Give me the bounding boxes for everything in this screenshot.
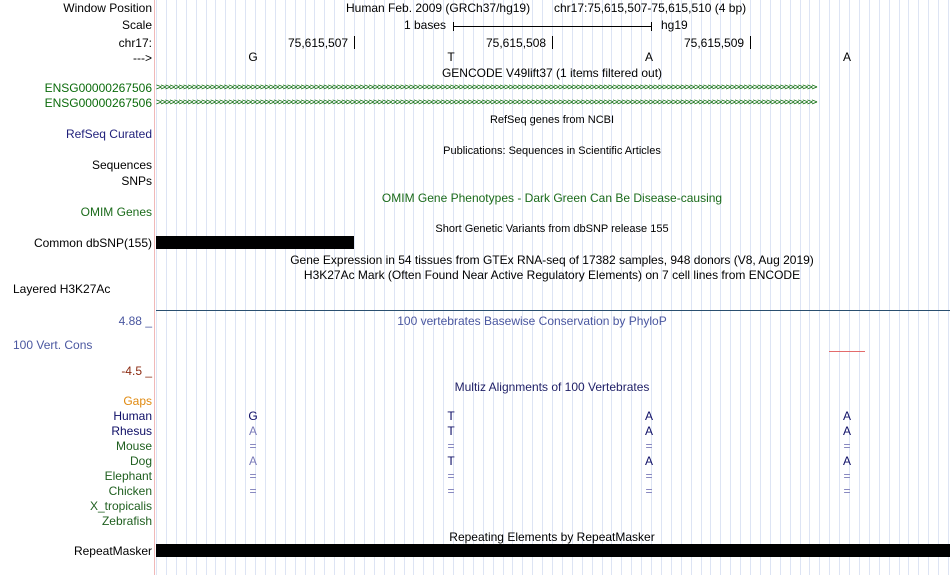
alignment-base: A bbox=[842, 409, 851, 423]
coord-tick-1 bbox=[354, 36, 355, 49]
publications-track-title[interactable]: Publications: Sequences in Scientific Articles bbox=[443, 145, 661, 157]
alignment-base: = bbox=[249, 439, 257, 453]
alignment-base: = bbox=[645, 469, 653, 483]
coord-tick-3 bbox=[750, 36, 751, 49]
species-label-rhesus[interactable]: Rhesus bbox=[111, 424, 152, 438]
ref-base-3: A bbox=[644, 50, 653, 64]
scale-db: hg19 bbox=[661, 18, 688, 32]
multiz-track-title[interactable]: Multiz Alignments of 100 Vertebrates bbox=[454, 380, 650, 394]
label-divider bbox=[154, 0, 155, 575]
alignment-base: T bbox=[447, 454, 455, 468]
species-label-elephant[interactable]: Elephant bbox=[104, 469, 152, 483]
dbsnp-variant-bar[interactable] bbox=[156, 236, 354, 249]
alignment-base: A bbox=[644, 409, 653, 423]
ref-base-4: A bbox=[842, 50, 851, 64]
alignment-base: G bbox=[248, 409, 258, 423]
strand-label: ---> bbox=[133, 51, 152, 65]
phylop-track-label[interactable]: 100 Vert. Cons bbox=[13, 338, 93, 352]
gtex-track-title[interactable]: Gene Expression in 54 tissues from GTEx RNA-seq of 17382 samples, 948 donors (V8, Aug 2019) bbox=[290, 253, 814, 267]
dbsnp-track-label[interactable]: Common dbSNP(155) bbox=[33, 236, 152, 250]
omim-track-title[interactable]: OMIM Gene Phenotypes - Dark Green Can Be Disease-causing bbox=[381, 191, 723, 205]
phylop-signal bbox=[829, 351, 865, 352]
dbsnp-track-title[interactable]: Short Genetic Variants from dbSNP release 155 bbox=[435, 223, 669, 235]
alignment-base: = bbox=[447, 439, 455, 453]
h3k27ac-baseline bbox=[156, 310, 950, 311]
coord-1: 75,615,507 bbox=[288, 36, 349, 50]
alignment-base: = bbox=[645, 484, 653, 498]
alignment-base: A bbox=[644, 454, 653, 468]
species-label-human[interactable]: Human bbox=[113, 409, 152, 423]
alignment-base: = bbox=[843, 469, 851, 483]
repeatmasker-track-label[interactable]: RepeatMasker bbox=[73, 544, 152, 558]
gencode-track-title[interactable]: GENCODE V49lift37 (1 items filtered out) bbox=[441, 66, 663, 80]
h3k27ac-track-label[interactable]: Layered H3K27Ac bbox=[13, 282, 111, 296]
alignment-base: = bbox=[447, 469, 455, 483]
alignment-base: = bbox=[645, 439, 653, 453]
alignment-base: A bbox=[248, 454, 257, 468]
alignment-base: = bbox=[843, 484, 851, 498]
alignment-base: A bbox=[842, 454, 851, 468]
species-label-dog[interactable]: Dog bbox=[129, 454, 152, 468]
species-label-zebrafish[interactable]: Zebrafish bbox=[101, 514, 152, 528]
repeatmasker-track-title[interactable]: Repeating Elements by RepeatMasker bbox=[449, 530, 655, 544]
gencode-item-label-1[interactable]: ENSG00000267506 bbox=[44, 81, 152, 95]
alignment-base: T bbox=[447, 409, 455, 423]
h3k27ac-track-title[interactable]: H3K27Ac Mark (Often Found Near Active Regulatory Elements) on 7 cell lines from ENCODE bbox=[303, 268, 801, 282]
phylop-min-label: -4.5 _ bbox=[121, 364, 152, 378]
coord-tick-2 bbox=[552, 36, 553, 49]
position-readout: chr17:75,615,507-75,615,510 (4 bp) bbox=[554, 1, 747, 15]
scale-value: 1 bases bbox=[404, 18, 447, 32]
alignment-base: = bbox=[843, 439, 851, 453]
alignment-base: = bbox=[447, 484, 455, 498]
alignment-base: A bbox=[644, 424, 653, 438]
repeatmasker-bar[interactable] bbox=[156, 544, 950, 557]
species-label-x_tropicalis[interactable]: X_tropicalis bbox=[89, 499, 152, 513]
scale-bar bbox=[453, 22, 652, 31]
alignment-base: A bbox=[842, 424, 851, 438]
multiz-gaps-label[interactable]: Gaps bbox=[123, 394, 152, 408]
alignment-base: T bbox=[447, 424, 455, 438]
publications-snps-label[interactable]: SNPs bbox=[121, 174, 152, 188]
gencode-gene-1[interactable]: >>>>>>>>>>>>>>>>>>>>>>>>>>>>>>>>>>>>>>>>>>>>>>>>>>>>>>>>>>>>>>>>>>>>>>>>>>>>>>>>>>>>>>>>>>>>>>>>>>>>>>>>>>>>>>>>>>>>>>>>>>>>>>>>>>>>>>>>>>>>>>>>>> bbox=[156, 82, 816, 93]
alignment-base: = bbox=[249, 469, 257, 483]
species-label-mouse[interactable]: Mouse bbox=[115, 439, 152, 453]
refseq-track-title[interactable]: RefSeq genes from NCBI bbox=[489, 114, 615, 126]
species-label-chicken[interactable]: Chicken bbox=[108, 484, 152, 498]
phylop-max-label: 4.88 _ bbox=[118, 314, 152, 328]
alignment-base: A bbox=[248, 424, 257, 438]
publications-sequences-label[interactable]: Sequences bbox=[91, 158, 152, 172]
scale-label: Scale bbox=[121, 18, 152, 32]
coord-3: 75,615,509 bbox=[684, 36, 745, 50]
omim-track-label[interactable]: OMIM Genes bbox=[80, 205, 152, 219]
assembly-title: Human Feb. 2009 (GRCh37/hg19) bbox=[346, 1, 531, 15]
coord-2: 75,615,508 bbox=[486, 36, 547, 50]
ref-base-2: T bbox=[447, 50, 455, 64]
gencode-gene-2[interactable]: >>>>>>>>>>>>>>>>>>>>>>>>>>>>>>>>>>>>>>>>>>>>>>>>>>>>>>>>>>>>>>>>>>>>>>>>>>>>>>>>>>>>>>>>>>>>>>>>>>>>>>>>>>>>>>>>>>>>>>>>>>>>>>>>>>>>>>>>>>>>>>>>>> bbox=[156, 97, 816, 108]
chrom-label: chr17: bbox=[118, 36, 152, 50]
refseq-track-label[interactable]: RefSeq Curated bbox=[65, 127, 152, 141]
alignment-base: = bbox=[249, 484, 257, 498]
phylop-track-title[interactable]: 100 vertebrates Basewise Conservation by PhyloP bbox=[397, 314, 667, 328]
window-position-label: Window Position bbox=[63, 1, 152, 15]
ref-base-1: G bbox=[248, 50, 258, 64]
gencode-item-label-2[interactable]: ENSG00000267506 bbox=[44, 96, 152, 110]
